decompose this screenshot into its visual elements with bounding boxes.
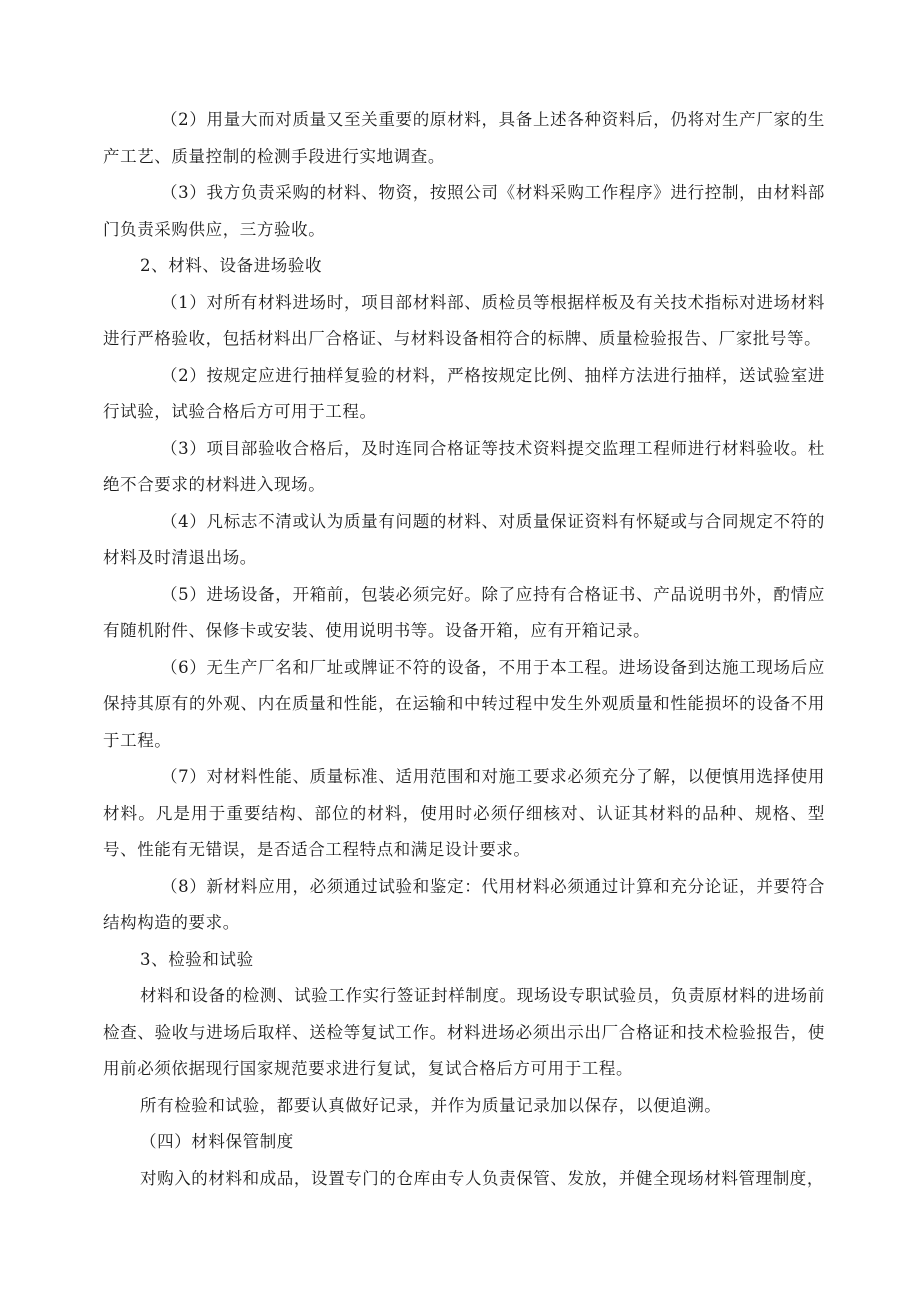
paragraph-storage-body: 对购入的材料和成品，设置专门的仓库由专人负责保管、发放，并健全现场材料管理制度，: [140, 1168, 824, 1188]
section-heading-acceptance: 2、材料、设备进场验收: [140, 256, 323, 275]
paragraph-procurement-item-3: （3）我方负责采购的材料、物资，按照公司《材料采购工作程序》进行控制，由材料部门负责采购供应，三方验收。: [103, 183, 825, 239]
paragraph-acceptance-item-7: （7）对材料性能、质量标准、适用范围和对施工要求必须充分了解，以便慎用选择使用材料。凡是用于重要结构、部位的材料，使用时必须仔细核对、认证其材料的品种、规格、型号、性能有无错误，是否适合工程特点和满足设计要求。: [103, 767, 825, 859]
paragraph-acceptance-item-1: （1）对所有材料进场时，项目部材料部、质检员等根据样板及有关技术指标对进场材料进行严格验收，包括材料出厂合格证、与材料设备相符合的标牌、质量检验报告、厂家批号等。: [103, 292, 825, 348]
paragraph-testing-records: 所有检验和试验，都要认真做好记录，并作为质量记录加以保存，以便追溯。: [140, 1095, 722, 1115]
paragraph-acceptance-item-3: （3）项目部验收合格后，及时连同合格证等技术资料提交监理工程师进行材料验收。杜绝不合要求的材料进入现场。: [103, 438, 825, 494]
document-page: [103, 102, 825, 1197]
paragraph-acceptance-item-8: （8）新材料应用，必须通过试验和鉴定：代用材料必须通过计算和充分论证，并要符合结构构造的要求。: [103, 876, 825, 932]
paragraph-procurement-item-2: （2）用量大而对质量又至关重要的原材料，具备上述各种资料后，仍将对生产厂家的生产工艺、质量控制的检测手段进行实地调查。: [103, 110, 825, 166]
paragraph-acceptance-item-2: （2）按规定应进行抽样复验的材料，严格按规定比例、抽样方法进行抽样，送试验室进行试验，试验合格后方可用于工程。: [103, 365, 825, 421]
paragraph-acceptance-item-4: （4）凡标志不清或认为质量有问题的材料、对质量保证资料有怀疑或与合同规定不符的材料及时清退出场。: [103, 511, 825, 567]
paragraph-acceptance-item-6: （6）无生产厂名和厂址或牌证不符的设备，不用于本工程。进场设备到达施工现场后应保持其原有的外观、内在质量和性能，在运输和中转过程中发生外观质量和性能损坏的设备不用于工程。: [103, 657, 825, 750]
section-heading-testing: 3、检验和试验: [140, 949, 254, 969]
paragraph-acceptance-item-5: （5）进场设备，开箱前，包装必须完好。除了应持有合格证书、产品说明书外，酌情应有随机附件、保修卡或安装、使用说明书等。设备开箱，应有开箱记录。: [103, 584, 825, 640]
paragraph-testing-body: 材料和设备的检测、试验工作实行签证封样制度。现场设专职试验员，负责原材料的进场前检查、验收与进场后取样、送检等复试工作。材料进场必须出示出厂合格证和技术检验报告，使用前必须依据现行国家规范要求进行复试，复试合格后方可用于工程。: [103, 986, 825, 1078]
section-heading-storage: （四）材料保管制度: [140, 1132, 294, 1151]
